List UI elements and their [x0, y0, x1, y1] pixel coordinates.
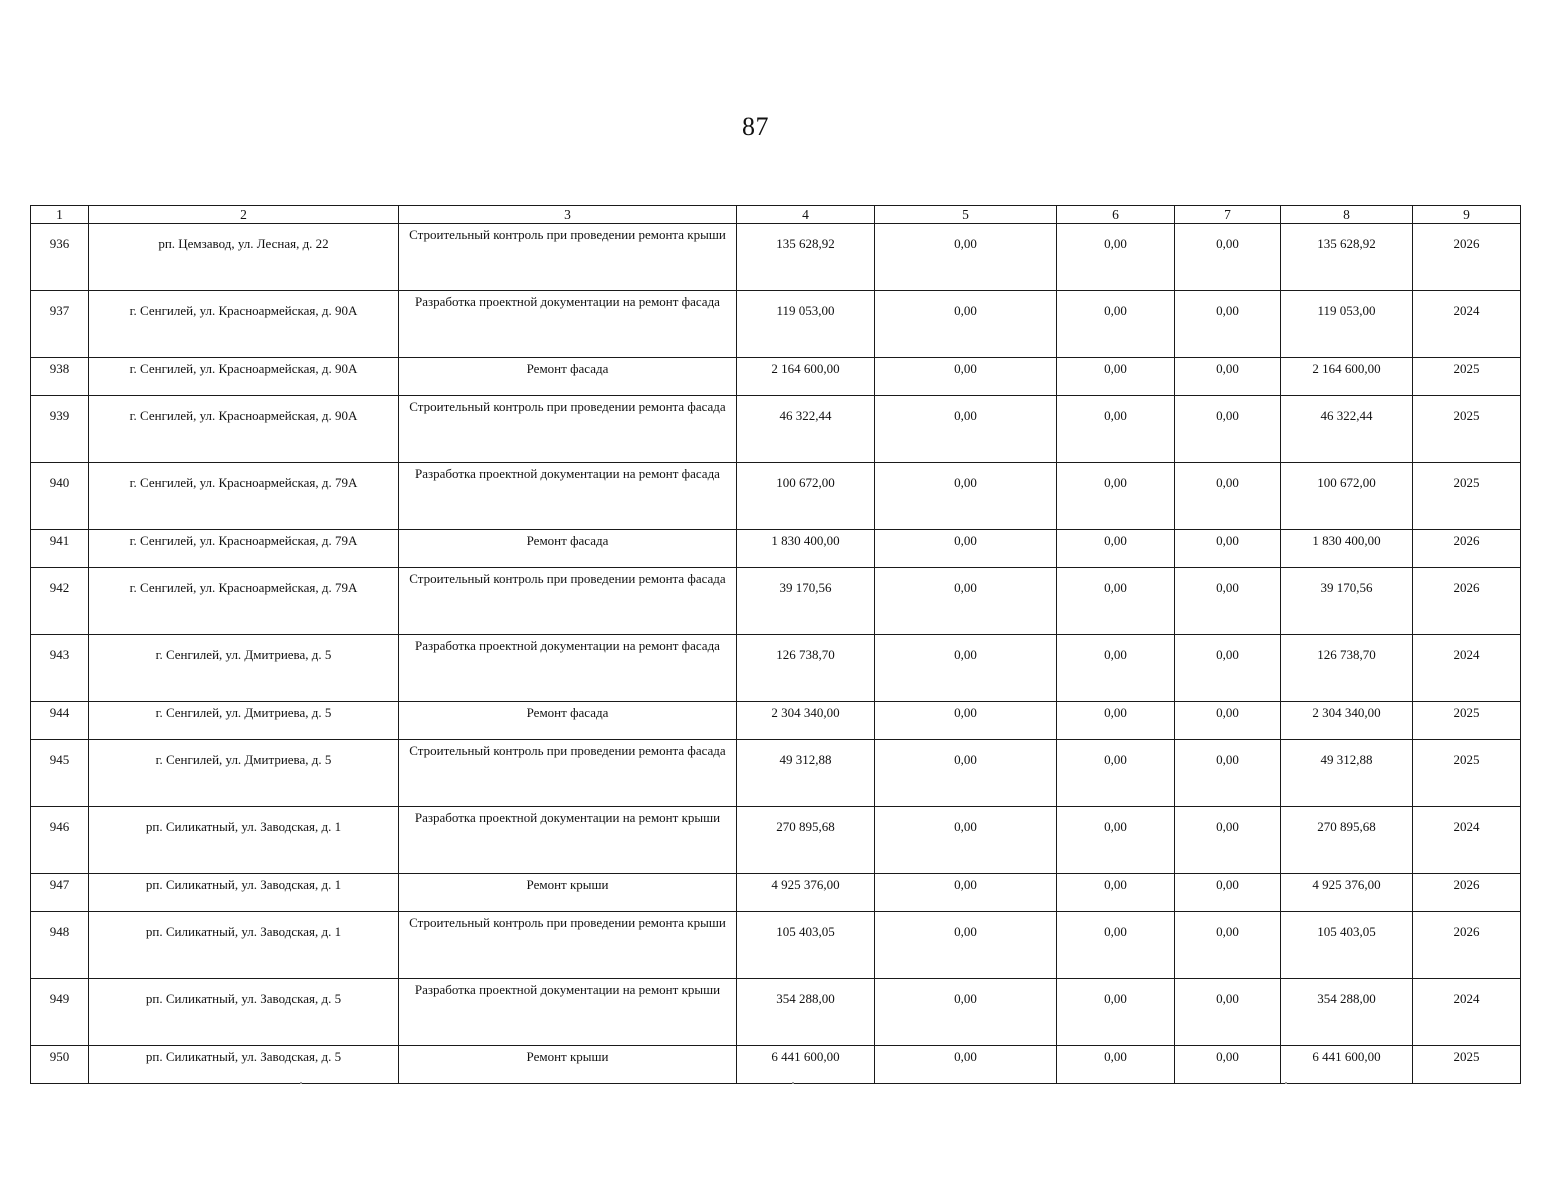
address-cell: г. Сенгилей, ул. Дмитриева, д. 5 [89, 740, 399, 807]
address-cell: рп. Силикатный, ул. Заводская, д. 5 [89, 979, 399, 1046]
address-cell: рп. Силикатный, ул. Заводская, д. 5 [89, 1046, 399, 1084]
address-cell: г. Сенгилей, ул. Красноармейская, д. 79А [89, 568, 399, 635]
cost-cell-7: 0,00 [1175, 912, 1281, 979]
address-cell: г. Сенгилей, ул. Дмитриева, д. 5 [89, 635, 399, 702]
row-number: 945 [31, 740, 89, 807]
column-header: 1 [31, 206, 89, 224]
cost-cell-6: 0,00 [1057, 291, 1175, 358]
cost-cell-6: 0,00 [1057, 224, 1175, 291]
work-type-cell: Строительный контроль при проведении ремонта фасада [399, 568, 737, 635]
cost-cell-5: 0,00 [875, 396, 1057, 463]
cost-cell-5: 0,00 [875, 530, 1057, 568]
work-type-cell: Строительный контроль при проведении ремонта крыши [399, 912, 737, 979]
cost-total-cell: 46 322,44 [737, 396, 875, 463]
cost-cell-6: 0,00 [1057, 358, 1175, 396]
page-number: 87 [742, 112, 769, 141]
work-type-cell: Разработка проектной документации на ремонт крыши [399, 807, 737, 874]
cost-total-cell: 1 830 400,00 [737, 530, 875, 568]
work-type-cell: Ремонт фасада [399, 358, 737, 396]
cost-total-cell: 4 925 376,00 [737, 874, 875, 912]
cost-cell-7: 0,00 [1175, 568, 1281, 635]
table-row [31, 463, 1521, 530]
table-row [31, 635, 1521, 702]
scan-speck [300, 1082, 302, 1084]
cost-cell-5: 0,00 [875, 291, 1057, 358]
cost-cell-5: 0,00 [875, 874, 1057, 912]
cost-cell-8: 126 738,70 [1281, 635, 1413, 702]
cost-cell-6: 0,00 [1057, 396, 1175, 463]
cost-cell-7: 0,00 [1175, 702, 1281, 740]
table-row [31, 807, 1521, 874]
table-row [31, 702, 1521, 740]
cost-cell-8: 1 830 400,00 [1281, 530, 1413, 568]
cost-cell-6: 0,00 [1057, 740, 1175, 807]
table-row [31, 358, 1521, 396]
cost-cell-7: 0,00 [1175, 874, 1281, 912]
work-type-cell: Строительный контроль при проведении ремонта фасада [399, 396, 737, 463]
year-cell: 2024 [1413, 807, 1521, 874]
table-row [31, 912, 1521, 979]
cost-total-cell: 135 628,92 [737, 224, 875, 291]
work-type-cell: Ремонт фасада [399, 530, 737, 568]
column-header: 7 [1175, 206, 1281, 224]
row-number: 943 [31, 635, 89, 702]
cost-cell-7: 0,00 [1175, 291, 1281, 358]
column-header: 8 [1281, 206, 1413, 224]
cost-cell-6: 0,00 [1057, 874, 1175, 912]
year-cell: 2025 [1413, 358, 1521, 396]
cost-cell-8: 46 322,44 [1281, 396, 1413, 463]
year-cell: 2026 [1413, 568, 1521, 635]
row-number: 947 [31, 874, 89, 912]
cost-cell-6: 0,00 [1057, 1046, 1175, 1084]
cost-cell-8: 4 925 376,00 [1281, 874, 1413, 912]
cost-cell-5: 0,00 [875, 358, 1057, 396]
cost-cell-5: 0,00 [875, 740, 1057, 807]
year-cell: 2026 [1413, 224, 1521, 291]
year-cell: 2024 [1413, 635, 1521, 702]
column-header: 5 [875, 206, 1057, 224]
cost-cell-6: 0,00 [1057, 568, 1175, 635]
work-type-cell: Разработка проектной документации на ремонт крыши [399, 979, 737, 1046]
table-row [31, 740, 1521, 807]
cost-cell-8: 6 441 600,00 [1281, 1046, 1413, 1084]
year-cell: 2026 [1413, 530, 1521, 568]
cost-cell-8: 135 628,92 [1281, 224, 1413, 291]
work-type-cell: Строительный контроль при проведении ремонта фасада [399, 740, 737, 807]
cost-cell-5: 0,00 [875, 635, 1057, 702]
table-row [31, 224, 1521, 291]
cost-total-cell: 126 738,70 [737, 635, 875, 702]
cost-total-cell: 354 288,00 [737, 979, 875, 1046]
work-type-cell: Ремонт фасада [399, 702, 737, 740]
cost-cell-6: 0,00 [1057, 463, 1175, 530]
row-number: 940 [31, 463, 89, 530]
cost-cell-6: 0,00 [1057, 807, 1175, 874]
cost-total-cell: 2 164 600,00 [737, 358, 875, 396]
table-row [31, 979, 1521, 1046]
table-row [31, 291, 1521, 358]
row-number: 936 [31, 224, 89, 291]
cost-cell-8: 354 288,00 [1281, 979, 1413, 1046]
row-number: 944 [31, 702, 89, 740]
cost-total-cell: 49 312,88 [737, 740, 875, 807]
cost-cell-8: 105 403,05 [1281, 912, 1413, 979]
cost-total-cell: 6 441 600,00 [737, 1046, 875, 1084]
row-number: 937 [31, 291, 89, 358]
cost-cell-8: 49 312,88 [1281, 740, 1413, 807]
address-cell: рп. Силикатный, ул. Заводская, д. 1 [89, 807, 399, 874]
address-cell: г. Сенгилей, ул. Красноармейская, д. 90А [89, 396, 399, 463]
work-type-cell: Ремонт крыши [399, 874, 737, 912]
table-row [31, 874, 1521, 912]
address-cell: рп. Силикатный, ул. Заводская, д. 1 [89, 912, 399, 979]
row-number: 939 [31, 396, 89, 463]
cost-cell-5: 0,00 [875, 912, 1057, 979]
row-number: 942 [31, 568, 89, 635]
table-row [31, 396, 1521, 463]
cost-cell-7: 0,00 [1175, 635, 1281, 702]
address-cell: г. Сенгилей, ул. Красноармейская, д. 79А [89, 463, 399, 530]
year-cell: 2026 [1413, 912, 1521, 979]
year-cell: 2025 [1413, 740, 1521, 807]
cost-total-cell: 100 672,00 [737, 463, 875, 530]
work-type-cell: Строительный контроль при проведении ремонта крыши [399, 224, 737, 291]
row-number: 946 [31, 807, 89, 874]
scan-speck [792, 1082, 794, 1084]
address-cell: г. Сенгилей, ул. Красноармейская, д. 90А [89, 291, 399, 358]
year-cell: 2024 [1413, 291, 1521, 358]
cost-cell-5: 0,00 [875, 807, 1057, 874]
address-cell: рп. Цемзавод, ул. Лесная, д. 22 [89, 224, 399, 291]
cost-total-cell: 39 170,56 [737, 568, 875, 635]
work-type-cell: Разработка проектной документации на ремонт фасада [399, 635, 737, 702]
table-row [31, 1046, 1521, 1084]
row-number: 948 [31, 912, 89, 979]
cost-cell-7: 0,00 [1175, 979, 1281, 1046]
row-number: 941 [31, 530, 89, 568]
cost-cell-7: 0,00 [1175, 224, 1281, 291]
cost-cell-6: 0,00 [1057, 979, 1175, 1046]
cost-cell-7: 0,00 [1175, 530, 1281, 568]
cost-cell-7: 0,00 [1175, 1046, 1281, 1084]
year-cell: 2025 [1413, 463, 1521, 530]
column-header: 3 [399, 206, 737, 224]
year-cell: 2024 [1413, 979, 1521, 1046]
cost-cell-5: 0,00 [875, 979, 1057, 1046]
cost-cell-8: 2 304 340,00 [1281, 702, 1413, 740]
cost-cell-6: 0,00 [1057, 702, 1175, 740]
cost-cell-8: 39 170,56 [1281, 568, 1413, 635]
cost-total-cell: 105 403,05 [737, 912, 875, 979]
cost-cell-8: 2 164 600,00 [1281, 358, 1413, 396]
cost-cell-5: 0,00 [875, 463, 1057, 530]
cost-cell-5: 0,00 [875, 702, 1057, 740]
cost-total-cell: 270 895,68 [737, 807, 875, 874]
repair-works-table [30, 205, 1521, 1084]
cost-cell-5: 0,00 [875, 568, 1057, 635]
cost-cell-6: 0,00 [1057, 635, 1175, 702]
work-type-cell: Разработка проектной документации на ремонт фасада [399, 291, 737, 358]
column-header: 9 [1413, 206, 1521, 224]
year-cell: 2026 [1413, 874, 1521, 912]
row-number: 938 [31, 358, 89, 396]
row-number: 949 [31, 979, 89, 1046]
cost-cell-5: 0,00 [875, 1046, 1057, 1084]
address-cell: г. Сенгилей, ул. Красноармейская, д. 79А [89, 530, 399, 568]
column-header: 6 [1057, 206, 1175, 224]
table-row [31, 530, 1521, 568]
table-row [31, 568, 1521, 635]
cost-cell-6: 0,00 [1057, 912, 1175, 979]
year-cell: 2025 [1413, 1046, 1521, 1084]
header-row [31, 206, 1521, 224]
cost-total-cell: 2 304 340,00 [737, 702, 875, 740]
column-header: 4 [737, 206, 875, 224]
year-cell: 2025 [1413, 702, 1521, 740]
cost-cell-8: 119 053,00 [1281, 291, 1413, 358]
cost-cell-7: 0,00 [1175, 396, 1281, 463]
cost-cell-7: 0,00 [1175, 807, 1281, 874]
column-header: 2 [89, 206, 399, 224]
cost-cell-7: 0,00 [1175, 463, 1281, 530]
address-cell: г. Сенгилей, ул. Красноармейская, д. 90А [89, 358, 399, 396]
scan-speck [1285, 1082, 1287, 1084]
row-number: 950 [31, 1046, 89, 1084]
cost-cell-8: 100 672,00 [1281, 463, 1413, 530]
cost-cell-6: 0,00 [1057, 530, 1175, 568]
address-cell: рп. Силикатный, ул. Заводская, д. 1 [89, 874, 399, 912]
address-cell: г. Сенгилей, ул. Дмитриева, д. 5 [89, 702, 399, 740]
cost-cell-5: 0,00 [875, 224, 1057, 291]
work-type-cell: Разработка проектной документации на ремонт фасада [399, 463, 737, 530]
year-cell: 2025 [1413, 396, 1521, 463]
cost-cell-8: 270 895,68 [1281, 807, 1413, 874]
work-type-cell: Ремонт крыши [399, 1046, 737, 1084]
cost-total-cell: 119 053,00 [737, 291, 875, 358]
cost-cell-7: 0,00 [1175, 358, 1281, 396]
cost-cell-7: 0,00 [1175, 740, 1281, 807]
